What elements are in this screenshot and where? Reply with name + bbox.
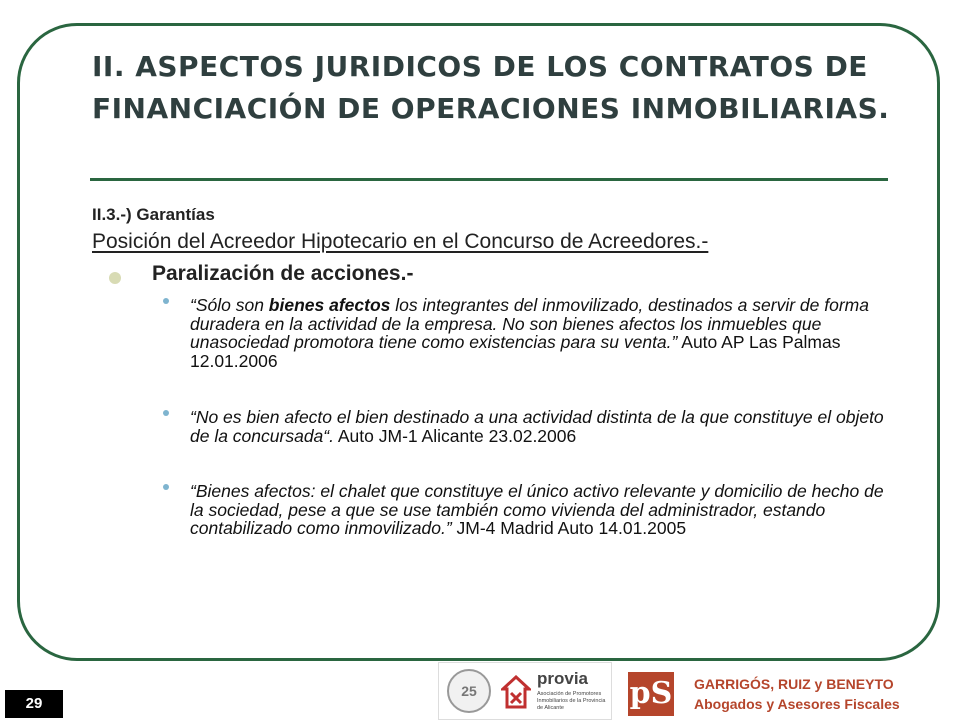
section-heading: II.3.-) Garantías bbox=[92, 205, 215, 224]
bullet-icon bbox=[109, 272, 121, 284]
page-number: 29 bbox=[5, 690, 63, 718]
quote-3-source: JM-4 Madrid Auto 14.01.2005 bbox=[451, 518, 687, 538]
firm-name: GARRIGÓS, RUIZ y BENEYTO bbox=[694, 676, 894, 692]
firm-logo-icon: pS bbox=[628, 672, 674, 716]
quote-2-text: “No es bien afecto el bien destinado a una actividad distinta de la que constituye el objeto de la concursada“. bbox=[190, 407, 884, 446]
quote-1-part-2: los integrantes del inmovilizado, destinados a servir de forma duradera en la actividad de la empresa. No son bienes afectos los inmuebles que unasociedad promotora tiene como existencias para su venta.” bbox=[190, 295, 869, 352]
quote-1-part-1: “Sólo son bbox=[190, 295, 269, 315]
title-divider bbox=[90, 178, 888, 181]
firm-tagline: Abogados y Asesores Fiscales bbox=[694, 696, 900, 712]
quote-3 bbox=[190, 482, 890, 538]
bullet-dot-icon bbox=[163, 484, 169, 490]
bullet-heading: Paralización de acciones.- bbox=[152, 262, 414, 285]
bullet-dot-icon bbox=[163, 410, 169, 416]
quote-1 bbox=[190, 296, 890, 370]
quote-2 bbox=[190, 408, 890, 445]
subheading: Posición del Acreedor Hipotecario en el Concurso de Acreedores.- bbox=[92, 230, 709, 253]
bullet-dot-icon bbox=[163, 298, 169, 304]
provia-subtitle: Asociación de Promotores Inmobiliarios de la Provincia de Alicante bbox=[537, 691, 606, 711]
quote-2-source: Auto JM-1 Alicante 23.02.2006 bbox=[333, 425, 577, 446]
provia-name: provia bbox=[537, 669, 589, 688]
provia-logo-panel bbox=[438, 662, 612, 720]
quote-3-text: “Bienes afectos: el chalet que constituye el único activo relevante y domicilio de hecho de la sociedad, pese a que se use también como vivienda del administrador, estando contabilizado como inmovilizado.” bbox=[190, 481, 884, 538]
provia-house-icon bbox=[501, 675, 531, 709]
quote-1-emphasis: bienes afectos bbox=[268, 295, 391, 315]
anniversary-seal-icon: 25 bbox=[447, 669, 491, 713]
slide-title: II. ASPECTOS JURIDICOS DE LOS CONTRATOS DE FINANCIACIÓN DE OPERACIONES INMOBILIARIAS. bbox=[92, 50, 890, 125]
quote-1-source: Auto AP Las Palmas 12.01.2006 bbox=[190, 332, 841, 371]
